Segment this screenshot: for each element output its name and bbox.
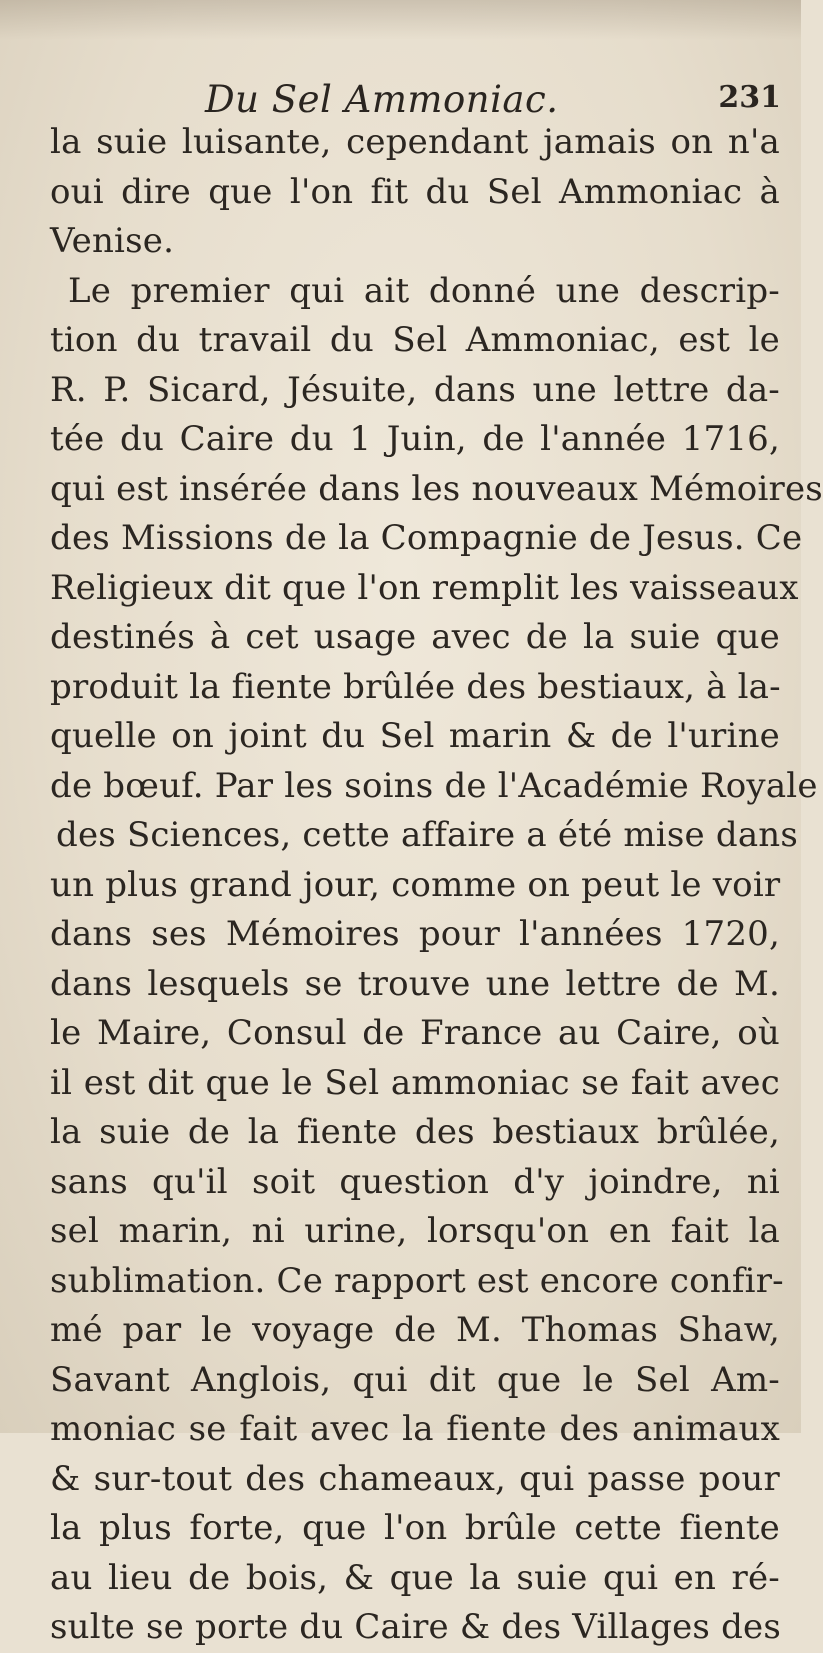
text-line: dans ses Mémoires pour l'années 1720, bbox=[50, 914, 780, 954]
running-title: Du Sel Ammoniac. bbox=[205, 78, 559, 121]
text-line: des Missions de la Compagnie de Jesus. Ce bbox=[50, 518, 803, 558]
text-line: destinés à cet usage avec de la suie que bbox=[50, 617, 780, 657]
text-line: moniac se fait avec la fiente des animaux bbox=[50, 1409, 780, 1449]
text-line: quelle on joint du Sel marin & de l'urine bbox=[50, 716, 780, 756]
text-line: tion du travail du Sel Ammoniac, est le bbox=[50, 320, 780, 360]
text-line: la suie luisante, cependant jamais on n'a bbox=[50, 122, 780, 162]
text-line: Venise. bbox=[50, 221, 175, 261]
text-line: des Sciences, cette affaire a été mise dans bbox=[56, 815, 799, 855]
text-line: Religieux dit que l'on remplit les vaisseaux bbox=[50, 567, 799, 608]
text-line: sulte se porte du Caire & des Villages des bbox=[50, 1607, 782, 1647]
text-line: sel marin, ni urine, lorsqu'on en fait la bbox=[50, 1211, 780, 1251]
text-line: mé par le voyage de M. Thomas Shaw, bbox=[50, 1310, 780, 1350]
text-line: & sur-tout des chameaux, qui passe pour bbox=[50, 1458, 780, 1499]
text-line: dans lesquels se trouve une lettre de M. bbox=[50, 963, 780, 1004]
text-line: qui est insérée dans les nouveaux Mémoires bbox=[50, 468, 823, 509]
text-line: de bœuf. Par les soins de l'Académie Royale bbox=[50, 765, 818, 806]
text-line: le Maire, Consul de France au Caire, où bbox=[50, 1013, 780, 1053]
text-line: il est dit que le Sel ammoniac se fait avec bbox=[50, 1062, 780, 1103]
text-line: Savant Anglois, qui dit que le Sel Am- bbox=[50, 1359, 780, 1400]
page-shadow bbox=[0, 0, 801, 40]
text-line: sans qu'il soit question d'y joindre, ni bbox=[50, 1161, 780, 1202]
text-line: tée du Caire du 1 Juin, de l'année 1716, bbox=[50, 419, 780, 459]
text-line: oui dire que l'on fit du Sel Ammoniac à bbox=[50, 171, 780, 212]
text-line: R. P. Sicard, Jésuite, dans une lettre da- bbox=[50, 369, 780, 410]
text-line: Le premier qui ait donné une descrip- bbox=[68, 270, 780, 311]
text-line: produit la fiente brûlée des bestiaux, à la- bbox=[50, 666, 781, 707]
body-text bbox=[50, 118, 823, 1653]
page-number: 231 bbox=[718, 80, 781, 115]
text-line: au lieu de bois, & que la suie qui en ré- bbox=[50, 1557, 780, 1598]
text-line: la plus forte, que l'on brûle cette fiente bbox=[50, 1508, 780, 1548]
text-line: sublimation. Ce rapport est encore confir- bbox=[50, 1260, 784, 1301]
text-line: la suie de la fiente des bestiaux brûlée, bbox=[50, 1112, 780, 1152]
text-line: un plus grand jour, comme on peut le voir bbox=[50, 864, 781, 905]
